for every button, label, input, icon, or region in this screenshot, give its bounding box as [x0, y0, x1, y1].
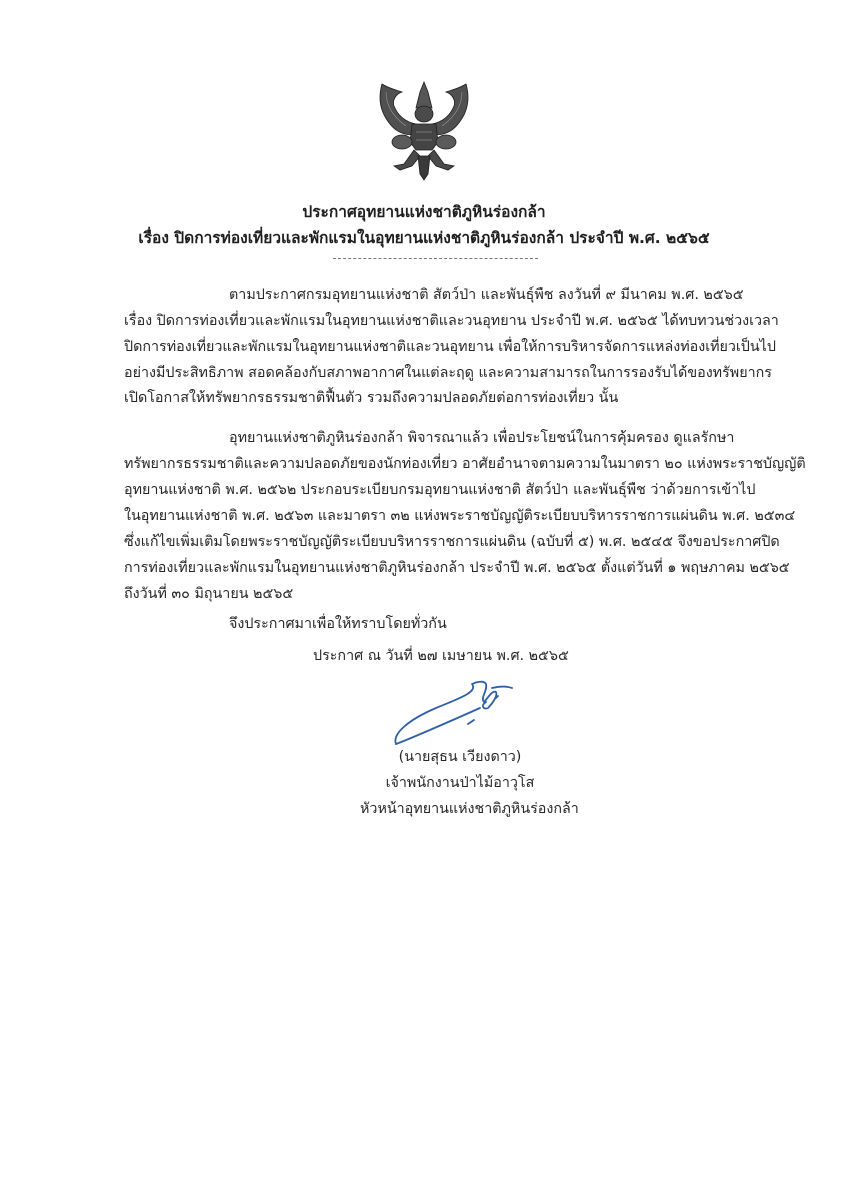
paragraph2-line2: ทรัพยากรธรรมชาติและความปลอดภัยของนักท่องเที่ยว อาศัยอำนาจตามความในมาตรา ๒๐ แห่งพระราชบัญญัติ — [124, 456, 806, 472]
garuda-emblem-icon — [376, 78, 472, 182]
paragraph2-line6: การท่องเที่ยวและพักแรมในอุทยานแห่งชาติภูหินร่องกล้า ประจำปี พ.ศ. ๒๕๖๕ ตั้งแต่วันที่ ๑ พฤษภาคม ๒๕๖๕ — [124, 560, 790, 576]
paragraph2-line5: ซึ่งแก้ไขเพิ่มเติมโดยพระราชบัญญัติระเบียบบริหารราชการแผ่นดิน (ฉบับที่ ๕) พ.ศ. ๒๕๔๕ จึงขอประกาศปิด — [124, 534, 780, 550]
paragraph1-line1: ตามประกาศกรมอุทยานแห่งชาติ สัตว์ป่า และพันธุ์พืช ลงวันที่ ๙ มีนาคม พ.ศ. ๒๕๖๕ — [229, 287, 744, 303]
paragraph1-line2: เรื่อง ปิดการท่องเที่ยวและพักแรมในอุทยานแห่งชาติและวนอุทยาน ประจำปี พ.ศ. ๒๕๖๕ ได้ทบทวนช่วงเวลา — [124, 313, 779, 329]
announcement-date: ประกาศ ณ วันที่ ๒๗ เมษายน พ.ศ. ๒๕๖๕ — [313, 648, 569, 664]
paragraph1-line5: เปิดโอกาสให้ทรัพยากรธรรมชาติฟื้นตัว รวมถึงความปลอดภัยต่อการท่องเที่ยว นั้น — [124, 390, 619, 406]
paragraph2-line3: อุทยานแห่งชาติ พ.ศ. ๒๕๖๒ ประกอบระเบียบกรมอุทยานแห่งชาติ สัตว์ป่า และพันธุ์พืช ว่าด้วยการเข้าไป — [124, 482, 756, 498]
signatory-name: (นายสุธน เวียงดาว) — [398, 749, 522, 765]
closing-line: จึงประกาศมาเพื่อให้ทราบโดยทั่วกัน — [229, 616, 447, 632]
announcement-title: ประกาศอุทยานแห่งชาติภูหินร่องกล้า — [302, 203, 546, 221]
signature-icon — [388, 676, 538, 748]
title-separator — [333, 258, 538, 259]
paragraph2-line1: อุทยานแห่งชาติภูหินร่องกล้า พิจารณาแล้ว เพื่อประโยชน์ในการคุ้มครอง ดูแลรักษา — [229, 430, 735, 446]
paragraph2-line4: ในอุทยานแห่งชาติ พ.ศ. ๒๕๖๓ และมาตรา ๓๒ แห่งพระราชบัญญัติระเบียบบริหารราชการแผ่นดิน พ.ศ. ๒๕๓๔ — [124, 508, 796, 524]
announcement-subject: เรื่อง ปิดการท่องเที่ยวและพักแรมในอุทยานแห่งชาติภูหินร่องกล้า ประจำปี พ.ศ. ๒๕๖๕ — [138, 229, 710, 247]
paragraph1-line4: อย่างมีประสิทธิภาพ สอดคล้องกับสภาพอากาศในแต่ละฤดู และความสามารถในการรองรับได้ของทรัพยากร — [124, 365, 772, 381]
signatory-title: หัวหน้าอุทยานแห่งชาติภูหินร่องกล้า — [360, 801, 579, 817]
paragraph1-line3: ปิดการท่องเที่ยวและพักแรมในอุทยานแห่งชาติและวนอุทยาน เพื่อให้การบริหารจัดการแหล่งท่องเที่ยวเป็นไป — [124, 339, 776, 355]
paragraph2-line7: ถึงวันที่ ๓๐ มิถุนายน ๒๕๖๕ — [124, 586, 294, 602]
signatory-position: เจ้าพนักงานป่าไม้อาวุโส — [385, 775, 535, 791]
